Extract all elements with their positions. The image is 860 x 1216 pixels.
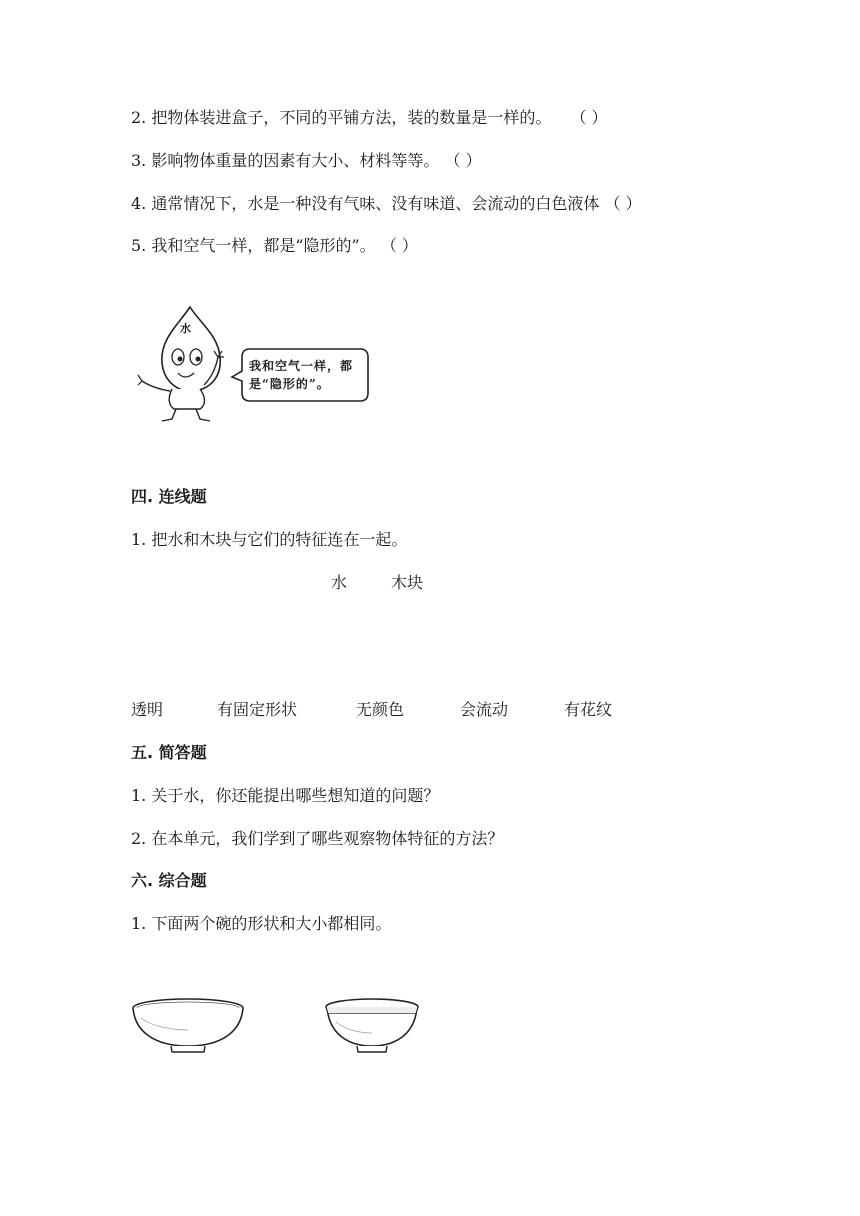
section-title-comprehensive: 六. 综合题 — [131, 871, 207, 890]
bowl-right-illustration — [324, 996, 444, 1056]
bowl-left-illustration — [131, 996, 251, 1056]
drop-label: 水 — [180, 322, 191, 335]
question-2-text: 2. 把物体装进盒子，不同的平铺方法，装的数量是一样的。 — [131, 108, 552, 127]
matching-question: 1. 把水和木块与它们的特征连在一起。 — [131, 530, 408, 549]
feature-colorless[interactable]: 无颜色 — [356, 700, 405, 719]
speech-bubble-line-1: 我和空气一样，都 — [249, 359, 354, 373]
question-4-text: 4. 通常情况下，水是一种没有气味、没有味道、会流动的白色液体 — [131, 194, 600, 213]
question-3-text: 3. 影响物体重量的因素有大小、材料等等。 — [131, 151, 440, 170]
answer-blank-3[interactable]: （ ） — [444, 151, 482, 170]
section-title-matching: 四. 连线题 — [131, 487, 207, 506]
feature-flows[interactable]: 会流动 — [460, 700, 509, 719]
question-4 — [131, 191, 642, 214]
matching-object-water[interactable]: 水 — [331, 573, 348, 592]
feature-pattern[interactable]: 有花纹 — [564, 700, 613, 719]
short-answer-question-2: 2. 在本单元，我们学到了哪些观察物体特征的方法？ — [131, 829, 504, 848]
answer-blank-5[interactable]: （ ） — [380, 236, 418, 255]
feature-transparent[interactable]: 透明 — [131, 700, 164, 719]
question-2 — [131, 105, 608, 128]
short-answer-question-1: 1. 关于水，你还能提出哪些想知道的问题？ — [131, 786, 440, 805]
question-5 — [131, 233, 418, 256]
matching-object-wood[interactable]: 木块 — [391, 573, 424, 592]
speech-bubble-line-2: 是“隐形的”。 — [249, 377, 330, 391]
feature-fixed-shape[interactable]: 有固定形状 — [217, 700, 298, 719]
section-title-short-answer: 五. 简答题 — [131, 743, 207, 762]
answer-blank-2[interactable]: （ ） — [570, 108, 608, 127]
answer-blank-4[interactable]: （ ） — [604, 194, 642, 213]
question-3 — [131, 148, 482, 171]
question-5-text: 5. 我和空气一样，都是“隐形的”。 — [131, 236, 376, 255]
comprehensive-question: 1. 下面两个碗的形状和大小都相同。 — [131, 914, 392, 933]
